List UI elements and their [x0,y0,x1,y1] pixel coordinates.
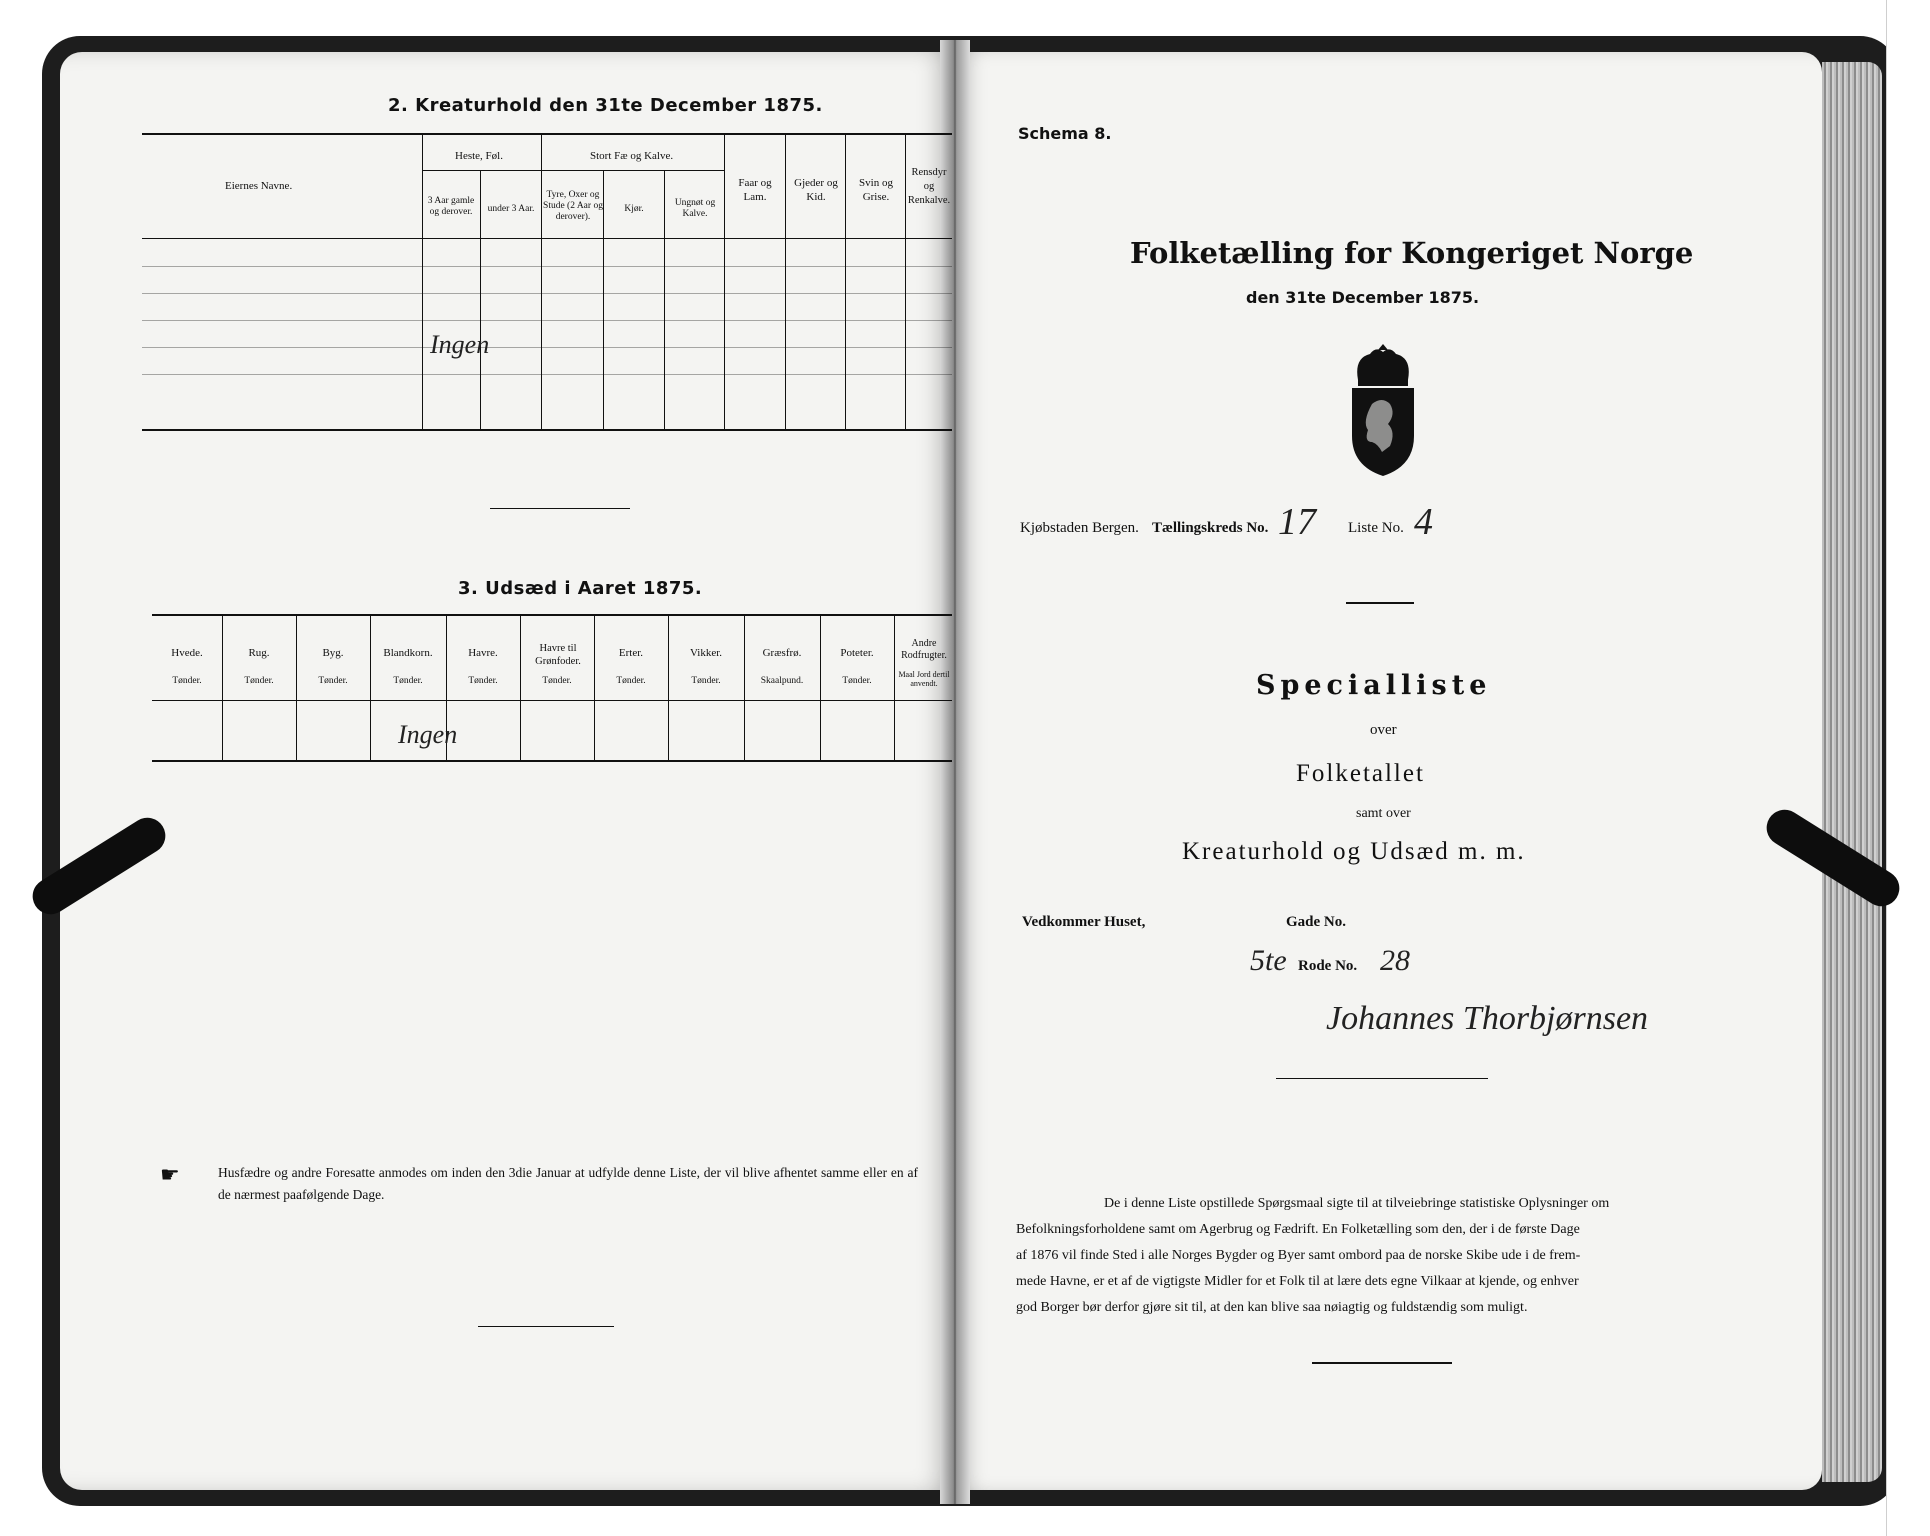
livestock-row-rule [142,374,952,375]
city-label: Kjøbstaden Bergen. [1020,520,1139,536]
kreaturhold-heading: Kreaturhold og Udsæd m. m. [1182,838,1526,865]
paragraph-line-2: Befolkningsforholdene samt om Agerbrug og Fædrift. En Folketælling som den, der i de første Dage [1016,1222,1580,1237]
livestock-table-top-rule [142,133,952,135]
goats-col: Gjeder og Kid. [794,177,838,203]
sowing-unit: Tønder. [542,676,572,686]
sowing-col-root-crops: Andre Rodfrugter. [901,638,947,661]
paragraph-line-1: De i denne Liste opstillede Spørgsmaal sigte til at tilveiebringe statistiske Oplysninger om [1104,1196,1610,1211]
sowing-col-divider [820,615,821,761]
left-page [60,52,952,1490]
footer-divider [1312,1362,1452,1364]
schema-number: Schema 8. [1018,124,1112,143]
census-date: den 31te December 1875. [1246,288,1480,307]
sowing-table-top-rule [152,614,952,616]
sowing-col-divider [222,615,223,761]
signature-divider [1276,1078,1488,1079]
livestock-col-divider [724,134,725,430]
sowing-col-vetch: Vikker. [689,647,723,659]
paragraph-line-5: god Borger bør derfor gjøre sit til, at den kan blive saa nøiagtig og fuldstændig som muligt. [1016,1300,1528,1315]
page-edges [1822,62,1882,1482]
sowing-col-divider [594,615,595,761]
livestock-subheader-rule [422,170,724,171]
livestock-col-divider [845,134,846,430]
livestock-table-bottom-rule [142,429,952,431]
district-number: 17 [1278,501,1316,543]
list-label: Liste No. [1348,520,1404,536]
pigs-col: Svin og Grise. [859,177,893,203]
norwegian-coat-of-arms-icon [1338,340,1428,480]
horses-col-under-3: under 3 Aar. [487,204,535,214]
district-label: Tællingskreds No. [1152,520,1269,536]
horses-col-3-years: 3 Aar gamle og derover. [427,196,475,217]
cattle-col-cows: Kjør. [624,204,644,214]
street-number-label: Gade No. [1286,914,1346,930]
sowing-col-mixed-grain: Blandkorn. [383,647,433,659]
livestock-row-rule [142,293,952,294]
sowing-unit: Tønder. [244,676,274,686]
sowing-col-oats-fodder: Havre til Grønfoder. [535,643,581,667]
sowing-col-oats: Havre. [468,647,498,659]
rode-number: 28 [1380,944,1410,977]
pointing-hand-icon: ☛ [160,1162,180,1187]
cattle-header: Stort Fæ og Kalve. [590,150,674,162]
sowing-unit: Tønder. [842,676,872,686]
sowing-table-bottom-rule [152,760,952,762]
rode-prefix: 5te [1250,944,1287,977]
livestock-col-divider [422,134,423,430]
specialliste-heading: Specialliste [1256,670,1492,701]
sowing-col-barley: Byg. [322,647,344,659]
sowing-col-potatoes: Poteter. [840,647,874,659]
livestock-row-rule [142,266,952,267]
sowing-col-divider [296,615,297,761]
livestock-col-divider [664,171,665,430]
list-number: 4 [1414,501,1433,543]
livestock-col-divider [480,171,481,430]
over-label: over [1370,722,1397,738]
sowing-unit-land: Maal Jord dertil anvendt. [898,670,950,688]
sowing-col-divider [668,615,669,761]
sowing-header-rule [152,700,952,701]
section-3-title: 3. Udsæd i Aaret 1875. [458,578,703,599]
sowing-col-divider [520,615,521,761]
sowing-unit: Tønder. [318,676,348,686]
cattle-col-bulls: Tyre, Oxer og Stude (2 Aar og derover). [543,190,603,222]
horses-header: Heste, Føl. [455,150,503,162]
census-main-title: Folketælling for Kongeriget Norge [1130,236,1694,270]
livestock-row-rule [142,320,952,321]
title-divider [1346,602,1414,604]
samt-over-label: samt over [1356,806,1411,821]
livestock-col-divider [541,134,542,430]
notice-text: Husfædre og andre Foresatte anmodes om inden den 3die Januar at udfylde denne Liste, der vil blive afhentet samme eller en af de nærmest paafølgende Dage. [218,1165,918,1202]
livestock-col-divider [603,171,604,430]
sowing-col-divider [744,615,745,761]
rode-label: Rode No. [1298,958,1358,974]
book-spine [940,40,970,1504]
livestock-header-rule [142,238,952,239]
sowing-col-peas: Erter. [618,647,644,659]
sheep-col: Faar og Lam. [738,177,772,203]
paragraph-line-4: mede Havne, er et af de vigtigste Midler for et Folk til at lære dets egne Vilkaar at kjende, og enhver [1016,1274,1579,1289]
reindeer-col: Rensdyr og Renkalve. [907,167,951,206]
livestock-row-rule [142,347,952,348]
sowing-unit: Tønder. [468,676,498,686]
sowing-col-divider [370,615,371,761]
sowing-col-rye: Rug. [248,647,270,659]
livestock-col-divider [785,134,786,430]
paragraph-line-3: af 1876 vil finde Sted i alle Norges Bygder og Byer samt ombord paa de norske Skibe ude i de frem- [1016,1248,1581,1263]
sowing-col-divider [894,615,895,761]
folketallet-heading: Folketallet [1296,760,1425,787]
livestock-handwritten-entry: Ingen [430,330,490,359]
head-of-household-signature: Johannes Thorbjørnsen [1326,1000,1649,1037]
sowing-unit: Tønder. [691,676,721,686]
sowing-unit: Tønder. [172,676,202,686]
footer-divider [478,1326,614,1327]
sowing-unit: Skaalpund. [760,676,804,686]
owner-names-header: Eiernes Navne. [225,180,293,192]
section-2-title: 2. Kreaturhold den 31te December 1875. [388,95,823,116]
scan-margin [1886,0,1930,1536]
house-label: Vedkommer Huset, [1022,914,1146,930]
sowing-col-wheat: Hvede. [171,647,203,659]
sowing-col-grass-seed: Græsfrø. [762,647,802,659]
sowing-unit: Tønder. [616,676,646,686]
sowing-handwritten-entry: Ingen [398,720,458,749]
cattle-col-calves: Ungnøt og Kalve. [674,198,716,219]
sowing-unit: Tønder. [393,676,423,686]
section-divider [490,508,630,509]
